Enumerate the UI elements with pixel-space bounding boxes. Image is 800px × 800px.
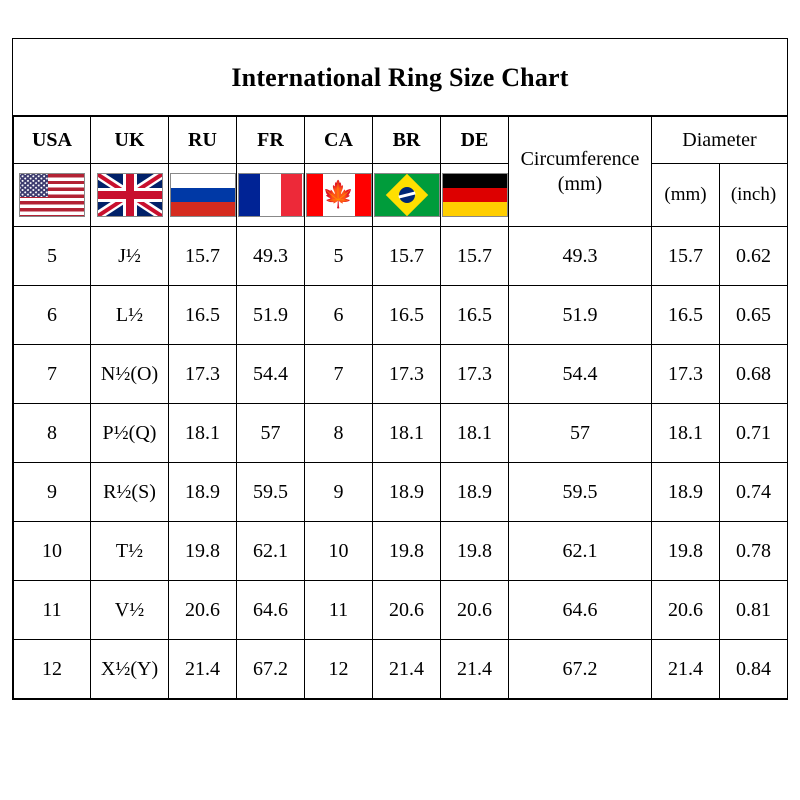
cell-circumference: 67.2 — [509, 640, 652, 699]
cell-diameter-mm: 20.6 — [652, 581, 720, 640]
circumference-label-line2: (mm) — [557, 172, 603, 195]
cell-ru: 15.7 — [169, 227, 237, 286]
cell-fr: 57 — [237, 404, 305, 463]
table-row — [14, 581, 788, 640]
column-header-diameter-inch: (inch) — [720, 164, 788, 227]
cell-fr: 67.2 — [237, 640, 305, 699]
table-row — [14, 522, 788, 581]
cell-ca: 7 — [305, 345, 373, 404]
cell-de: 18.9 — [441, 463, 509, 522]
cell-br: 21.4 — [373, 640, 441, 699]
table-row — [14, 463, 788, 522]
column-header-uk: UK — [91, 117, 169, 164]
cell-diameter-mm: 21.4 — [652, 640, 720, 699]
cell-circumference: 64.6 — [509, 581, 652, 640]
cell-usa: 9 — [14, 463, 91, 522]
header-row-flags — [14, 164, 788, 227]
cell-de: 18.1 — [441, 404, 509, 463]
flag-canada-cell — [305, 164, 373, 227]
cell-ca: 11 — [305, 581, 373, 640]
column-header-ca: CA — [305, 117, 373, 164]
cell-br: 19.8 — [373, 522, 441, 581]
cell-diameter-inch: 0.65 — [720, 286, 788, 345]
cell-ru: 16.5 — [169, 286, 237, 345]
cell-fr: 59.5 — [237, 463, 305, 522]
cell-uk: X½(Y) — [91, 640, 169, 699]
cell-uk: J½ — [91, 227, 169, 286]
column-header-diameter-mm: (mm) — [652, 164, 720, 227]
header-row-labels — [14, 117, 788, 164]
cell-br: 15.7 — [373, 227, 441, 286]
cell-fr: 51.9 — [237, 286, 305, 345]
flag-brazil-cell — [373, 164, 441, 227]
cell-diameter-inch: 0.68 — [720, 345, 788, 404]
cell-diameter-inch: 0.62 — [720, 227, 788, 286]
cell-ru: 19.8 — [169, 522, 237, 581]
cell-ca: 5 — [305, 227, 373, 286]
cell-uk: P½(Q) — [91, 404, 169, 463]
flag-france-icon — [238, 173, 304, 217]
cell-ca: 12 — [305, 640, 373, 699]
table-row — [14, 640, 788, 699]
flag-russia-icon — [170, 173, 236, 217]
cell-ca: 9 — [305, 463, 373, 522]
cell-uk: L½ — [91, 286, 169, 345]
cell-ca: 8 — [305, 404, 373, 463]
cell-diameter-inch: 0.81 — [720, 581, 788, 640]
page-title: International Ring Size Chart — [13, 39, 787, 116]
column-header-fr: FR — [237, 117, 305, 164]
cell-circumference: 57 — [509, 404, 652, 463]
cell-usa: 12 — [14, 640, 91, 699]
cell-usa: 11 — [14, 581, 91, 640]
cell-de: 19.8 — [441, 522, 509, 581]
cell-diameter-mm: 18.9 — [652, 463, 720, 522]
cell-ca: 10 — [305, 522, 373, 581]
cell-circumference: 62.1 — [509, 522, 652, 581]
ring-size-chart-card — [12, 38, 788, 700]
cell-br: 20.6 — [373, 581, 441, 640]
flag-canada-icon: 🍁 — [306, 173, 372, 217]
table-row — [14, 227, 788, 286]
column-header-usa: USA — [14, 117, 91, 164]
table-row — [14, 286, 788, 345]
cell-ca: 6 — [305, 286, 373, 345]
cell-ru: 18.9 — [169, 463, 237, 522]
cell-usa: 10 — [14, 522, 91, 581]
cell-diameter-mm: 15.7 — [652, 227, 720, 286]
ring-size-table — [13, 116, 788, 699]
cell-br: 17.3 — [373, 345, 441, 404]
column-header-circumference — [509, 117, 652, 227]
cell-usa: 6 — [14, 286, 91, 345]
cell-ru: 18.1 — [169, 404, 237, 463]
cell-diameter-inch: 0.74 — [720, 463, 788, 522]
column-header-br: BR — [373, 117, 441, 164]
cell-diameter-inch: 0.71 — [720, 404, 788, 463]
cell-fr: 49.3 — [237, 227, 305, 286]
cell-ru: 20.6 — [169, 581, 237, 640]
cell-fr: 54.4 — [237, 345, 305, 404]
cell-uk: T½ — [91, 522, 169, 581]
flag-uk-icon — [97, 173, 163, 217]
cell-circumference: 49.3 — [509, 227, 652, 286]
circumference-label-line1: Circumference — [520, 147, 640, 170]
flag-russia-cell — [169, 164, 237, 227]
cell-diameter-mm: 19.8 — [652, 522, 720, 581]
flag-usa-icon — [19, 173, 85, 217]
flag-brazil-icon — [374, 173, 440, 217]
cell-ru: 17.3 — [169, 345, 237, 404]
flag-germany-icon — [442, 173, 508, 217]
cell-uk: R½(S) — [91, 463, 169, 522]
cell-usa: 5 — [14, 227, 91, 286]
table-row — [14, 404, 788, 463]
cell-diameter-inch: 0.84 — [720, 640, 788, 699]
cell-diameter-mm: 16.5 — [652, 286, 720, 345]
table-body — [14, 227, 788, 699]
cell-de: 15.7 — [441, 227, 509, 286]
cell-circumference: 51.9 — [509, 286, 652, 345]
cell-br: 16.5 — [373, 286, 441, 345]
cell-ru: 21.4 — [169, 640, 237, 699]
cell-fr: 64.6 — [237, 581, 305, 640]
cell-uk: N½(O) — [91, 345, 169, 404]
column-header-de: DE — [441, 117, 509, 164]
flag-usa-cell — [14, 164, 91, 227]
table-header — [14, 117, 788, 227]
table-row — [14, 345, 788, 404]
cell-de: 21.4 — [441, 640, 509, 699]
cell-de: 17.3 — [441, 345, 509, 404]
cell-circumference: 59.5 — [509, 463, 652, 522]
flag-uk-cell — [91, 164, 169, 227]
cell-br: 18.9 — [373, 463, 441, 522]
cell-usa: 8 — [14, 404, 91, 463]
cell-diameter-mm: 17.3 — [652, 345, 720, 404]
cell-diameter-inch: 0.78 — [720, 522, 788, 581]
flag-germany-cell — [441, 164, 509, 227]
cell-br: 18.1 — [373, 404, 441, 463]
cell-uk: V½ — [91, 581, 169, 640]
column-header-ru: RU — [169, 117, 237, 164]
cell-de: 16.5 — [441, 286, 509, 345]
column-header-diameter: Diameter — [652, 117, 788, 164]
flag-france-cell — [237, 164, 305, 227]
cell-diameter-mm: 18.1 — [652, 404, 720, 463]
cell-usa: 7 — [14, 345, 91, 404]
cell-circumference: 54.4 — [509, 345, 652, 404]
cell-de: 20.6 — [441, 581, 509, 640]
cell-fr: 62.1 — [237, 522, 305, 581]
